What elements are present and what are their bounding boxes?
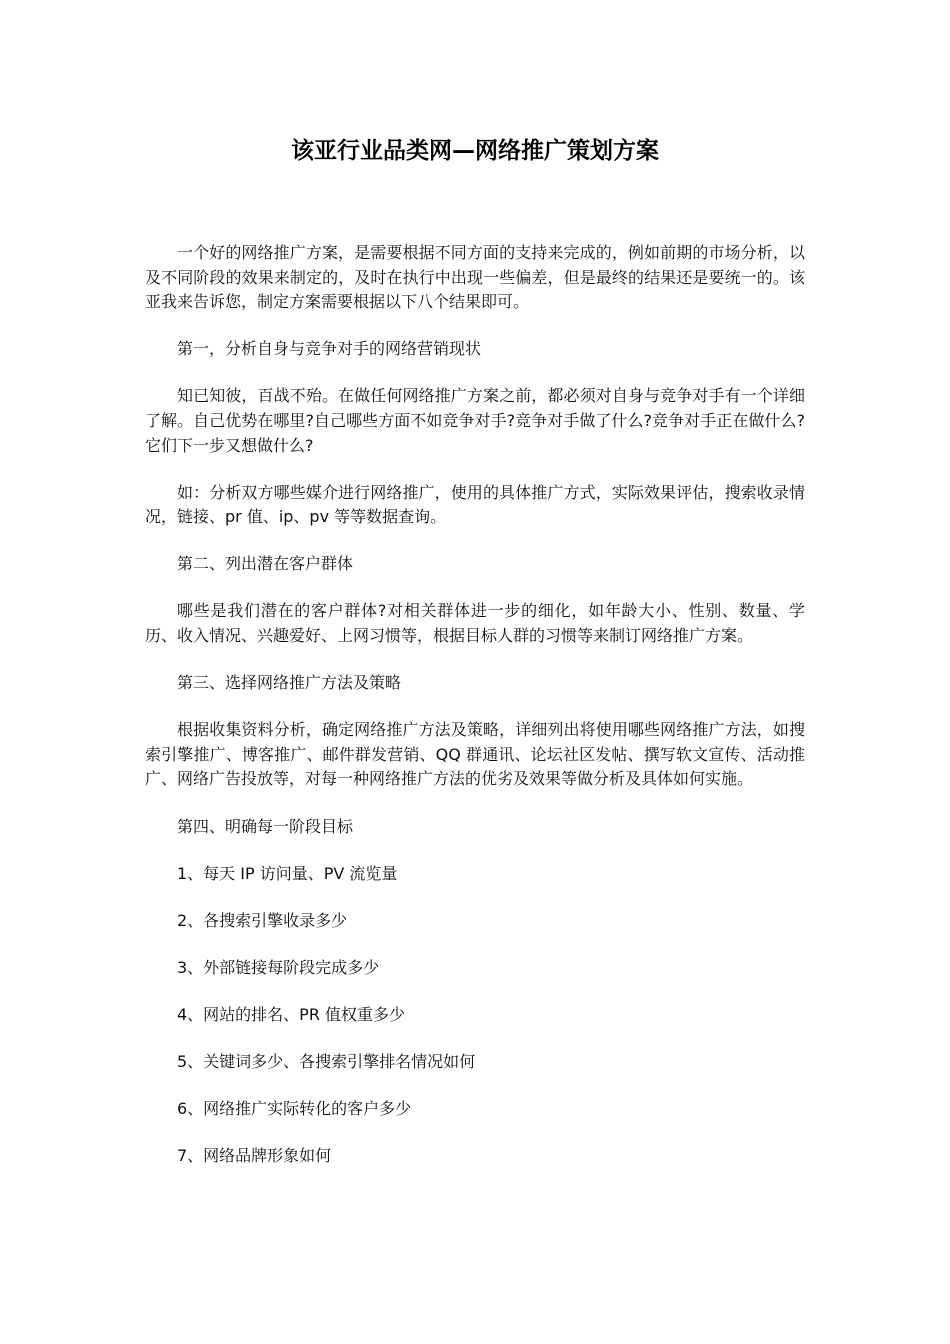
goal-list-item: 7、网络品牌形象如何: [177, 1146, 332, 1166]
section-heading-2: 第二、列出潜在客户群体: [177, 554, 354, 574]
goal-list-item: 3、外部链接每阶段完成多少: [177, 957, 380, 977]
goal-list-item: 4、网站的排名、PR 值权重多少: [177, 1004, 406, 1024]
section-heading-4: 第四、明确每一阶段目标: [177, 816, 354, 836]
section-heading-3: 第三、选择网络推广方法及策略: [177, 673, 402, 693]
section-2-paragraph: 哪些是我们潜在的客户群体?对相关群体进一步的细化，如年龄大小、性别、数量、学历、收入情况、兴趣爱好、上网习惯等，根据目标人群的习惯等来制订网络推广方案。: [145, 601, 805, 646]
section-1-example-paragraph: 如：分析双方哪些媒介进行网络推广，使用的具体推广方式，实际效果评估，搜索收录情况，链接、pr 值、ip、pv 等等数据查询。: [145, 482, 805, 527]
document-body: [145, 241, 805, 1191]
section-heading-1: 第一，分析自身与竞争对手的网络营销现状: [177, 339, 482, 359]
goal-list-item: 1、每天 IP 访问量、PV 流览量: [177, 863, 398, 883]
goal-list-item: 2、各搜索引擎收录多少: [177, 910, 348, 930]
goal-list-item: 5、关键词多少、各搜索引擎排名情况如何: [177, 1051, 476, 1071]
goal-list-item: 6、网络推广实际转化的客户多少: [177, 1099, 412, 1119]
intro-paragraph: 一个好的网络推广方案，是需要根据不同方面的支持来完成的，例如前期的市场分析，以及不同阶段的效果来制定的，及时在执行中出现一些偏差，但是最终的结果还是要统一的。该亚我来告诉您，制定方案需要根据以下八个结果即可。: [145, 243, 805, 312]
section-3-paragraph: 根据收集资料分析，确定网络推广方法及策略，详细列出将使用哪些网络推广方法，如搜索引擎推广、博客推广、邮件群发营销、QQ 群通讯、论坛社区发帖、撰写软文宣传、活动推广、网络广告投放等，对每一种网络推广方法的优劣及效果等做分析及具体如何实施。: [145, 720, 805, 789]
section-1-paragraph: 知已知彼，百战不殆。在做任何网络推广方案之前，都必须对自身与竞争对手有一个详细了解。自己优势在哪里?自己哪些方面不如竞争对手?竞争对手做了什么?竞争对手正在做什么?它们下一步又想做什么?: [145, 386, 805, 455]
document-title: 该亚行业品类网—网络推广策划方案: [291, 138, 659, 164]
